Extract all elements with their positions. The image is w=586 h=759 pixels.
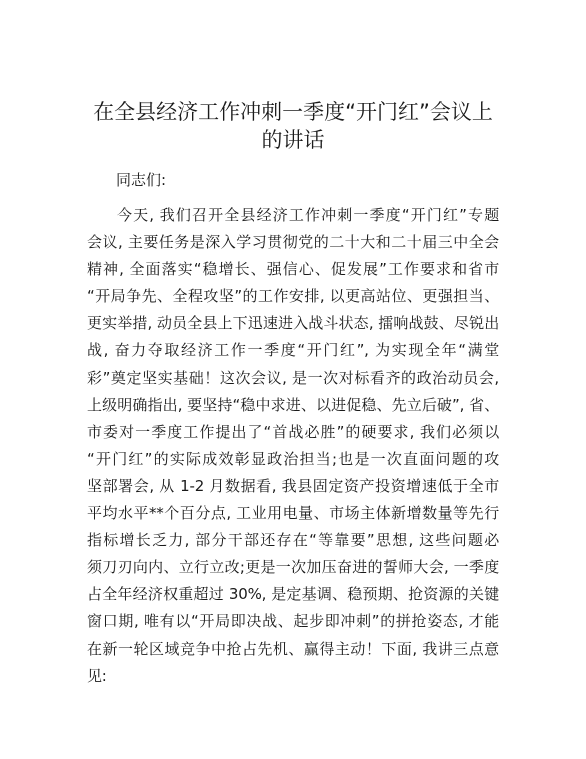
paragraph-line: 占全年经济权重超过 30%, 是定基调、稳预期、抢资源的关键 (87, 585, 499, 604)
paragraph-line: 平均水平**个百分点, 工业用电量、市场主体新增数量等先行 (87, 504, 499, 523)
paragraph-line: 精神, 全面落实“稳增长、强信心、促发展”工作要求和省市 (87, 260, 499, 279)
paragraph-line: 市委对一季度工作提出了“首战必胜”的硬要求, 我们必须以 (87, 422, 499, 441)
title-line-2: 的讲话 (261, 128, 325, 152)
paragraph-line: 在新一轮区域竞争中抢占先机、赢得主动！下面, 我讲三点意 (87, 639, 499, 658)
salutation: 同志们: (116, 171, 167, 189)
paragraph-line: “开门红”的实际成效彰显政治担当;也是一次直面问题的攻 (87, 449, 499, 468)
document-title (86, 98, 500, 154)
paragraph-line: 彩”奠定坚实基础！这次会议, 是一次对标看齐的政治动员会, (87, 368, 499, 387)
paragraph-line: 今天, 我们召开全县经济工作冲刺一季度“开门红”专题 (117, 206, 499, 224)
paragraph-line: 须刀刃向内、立行立改;更是一次加压奋进的誓师大会, 一季度 (87, 558, 499, 577)
paragraph-line: 会议, 主要任务是深入学习贯彻党的二十大和二十届三中全会 (87, 233, 499, 252)
paragraph-line: 上级明确指出, 要坚持“稳中求进、以进促稳、先立后破”, 省、 (87, 395, 499, 414)
paragraph-line: 坚部署会, 从 1-2 月数据看, 我县固定资产投资增速低于全市 (87, 476, 499, 495)
paragraph-line: 更实举措, 动员全县上下迅速进入战斗状态, 擂响战鼓、尽锐出 (87, 314, 499, 333)
speech-paragraph (87, 202, 499, 690)
title-line-1: 在全县经济工作冲刺一季度“开门红”会议上 (93, 100, 493, 124)
paragraph-line: 战, 奋力夺取经济工作一季度“开门红”, 为实现全年“满堂 (87, 341, 499, 360)
paragraph-line: 指标增长乏力, 部分干部还存在“等靠要”思想, 这些问题必 (87, 531, 499, 550)
paragraph-line: 见: (87, 666, 107, 685)
paragraph-line: 窗口期, 唯有以“开局即决战、起步即冲刺”的拼抢姿态, 才能 (87, 612, 499, 631)
paragraph-line: “开局争先、全程攻坚”的工作安排, 以更高站位、更强担当、 (87, 287, 499, 306)
